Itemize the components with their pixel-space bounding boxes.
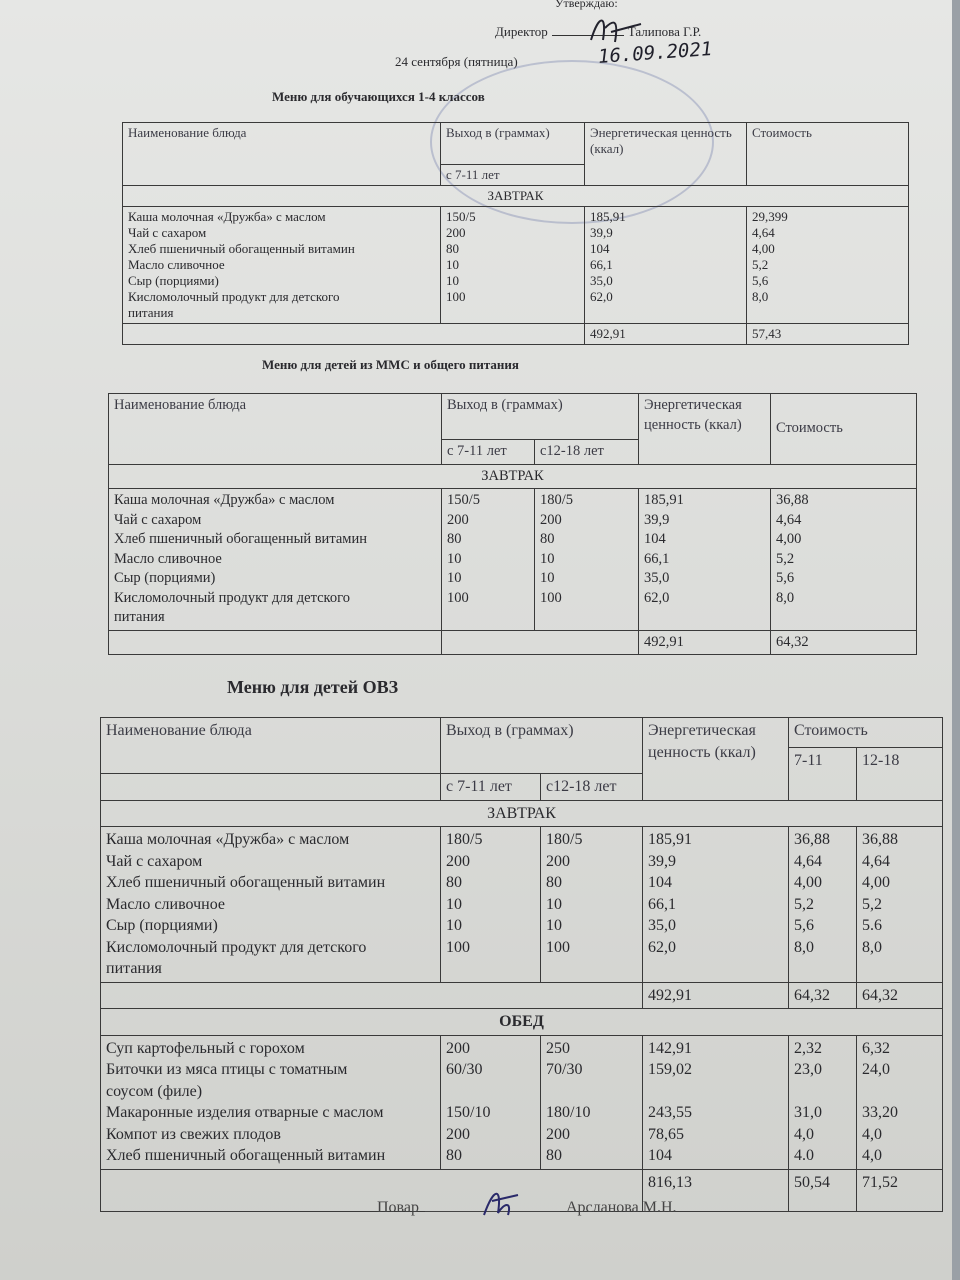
energy-value: 104 — [648, 1147, 673, 1164]
energy-value: 104 — [648, 874, 673, 891]
energy-value: 39,9 — [590, 225, 613, 240]
energy-value: 104 — [644, 531, 666, 547]
yield-value: 180/5 — [540, 492, 574, 508]
cost-value: 6,32 — [862, 1039, 891, 1057]
section-breakfast: ЗАВТРАК — [109, 464, 917, 489]
dish-name: Масло сливочное — [106, 895, 225, 913]
total-cost-7-11: 50,54 — [789, 1169, 857, 1211]
col-name-header: Наименование блюда — [101, 718, 441, 774]
name-header-blank — [101, 774, 441, 801]
col-cost-7-11: 7-11 — [789, 748, 857, 801]
yield-value: 150/10 — [446, 1104, 491, 1121]
yield-value: 150/5 — [447, 492, 481, 508]
cost-value: 8,0 — [776, 589, 795, 606]
menu2-table — [108, 393, 917, 655]
yield-value: 100 — [540, 589, 562, 606]
total-blank — [101, 982, 643, 1009]
cost-7-11-cell — [789, 827, 857, 983]
yield-value: 80 — [540, 531, 555, 547]
dish-name: Каша молочная «Дружба» с маслом — [114, 492, 335, 508]
yield-value: 200 — [447, 511, 469, 528]
total-blank — [442, 630, 639, 655]
total-blank — [123, 324, 585, 345]
yield-value: 10 — [447, 550, 462, 567]
energy-value: 35,0 — [590, 273, 613, 288]
yield-value: 200 — [446, 225, 466, 240]
energy-value: 66,1 — [590, 257, 613, 272]
cost-value: 4,64 — [862, 852, 891, 870]
energy-value: 62,0 — [590, 289, 613, 304]
energy-value: 104 — [590, 241, 610, 256]
total-energy: 492,91 — [643, 982, 789, 1009]
dish-name: Кисломолочный продукт для детского — [114, 589, 350, 606]
yield-value: 200 — [446, 1125, 470, 1143]
yield-value: 10 — [546, 895, 562, 913]
cook-label: Повар — [377, 1199, 419, 1216]
dish-name: Компот из свежих плодов — [106, 1125, 281, 1143]
cost-value — [862, 1081, 937, 1103]
yield-value: 80 — [447, 531, 462, 547]
yield-value: 10 — [546, 917, 562, 934]
col-energy-header: Энергетическая ценность (ккал) — [639, 394, 771, 465]
yield-value: 80 — [446, 1147, 462, 1164]
yield-value: 200 — [540, 511, 562, 528]
yield-value: 80 — [546, 874, 562, 891]
energy-value: 243,55 — [648, 1104, 693, 1121]
energy-value: 62,0 — [648, 938, 677, 956]
dish-name: Суп картофельный с горохом — [106, 1039, 305, 1057]
col-yield-header: Выход в (граммах) — [441, 123, 585, 165]
energy-cell — [643, 827, 789, 983]
menu-date: 24 сентября (пятница) — [395, 54, 518, 69]
yield-value: 10 — [446, 917, 462, 934]
yield-12-18-cell — [541, 1035, 643, 1169]
menu1-title: Меню для обучающихся 1-4 классов — [272, 89, 485, 104]
yield-value: 200 — [546, 852, 570, 870]
yield-cell — [441, 207, 585, 324]
cost-value: 4,0 — [794, 1125, 815, 1143]
energy-value: 78,65 — [648, 1125, 685, 1143]
cost-cell — [747, 207, 909, 324]
dish-name: Каша молочная «Дружба» с маслом — [106, 831, 350, 848]
col-yield-header: Выход в (граммах) — [441, 718, 643, 774]
cost-12-18-cell — [857, 827, 943, 983]
dish-name: питания — [106, 960, 162, 977]
dish-name: Хлеб пшеничный обогащенный витамин — [106, 874, 386, 891]
total-energy: 492,91 — [639, 630, 771, 655]
energy-cell — [643, 1035, 789, 1169]
total-cost: 64,32 — [771, 630, 917, 655]
energy-value: 66,1 — [644, 550, 670, 567]
cost-value: 8,0 — [752, 289, 769, 304]
cost-12-18-cell — [857, 1035, 943, 1169]
total-cost-7-11: 64,32 — [789, 982, 857, 1009]
energy-cell — [585, 207, 747, 324]
dish-name: Хлеб пшеничный обогащенный витамин — [114, 531, 367, 547]
energy-value: 142,91 — [648, 1039, 693, 1057]
dish-name: Каша молочная «Дружба» с маслом — [128, 209, 326, 224]
cook-name: Арсланова М.Н. — [566, 1199, 677, 1216]
col-energy-header: Энергетическая ценность (ккал) — [585, 123, 747, 186]
yield-value: 10 — [540, 570, 555, 586]
yield-value: 180/5 — [546, 831, 583, 848]
col-energy-header: Энергетическая ценность (ккал) — [643, 718, 789, 801]
yield-value: 60/30 — [446, 1061, 483, 1078]
col-name-header: Наименование блюда — [109, 394, 442, 465]
section-lunch: ОБЕД — [101, 1009, 943, 1036]
dish-name: Сыр (порциями) — [128, 273, 219, 288]
dish-name: соусом (филе) — [106, 1082, 203, 1100]
energy-value: 35,0 — [648, 917, 677, 934]
dish-names-cell — [123, 207, 441, 324]
cost-value: 5,6 — [752, 273, 769, 288]
cost-value: 5.6 — [862, 917, 883, 934]
yield-value: 180/10 — [546, 1104, 591, 1121]
yield-value: 200 — [446, 1039, 470, 1057]
energy-value: 39,9 — [644, 511, 670, 528]
menu3-table — [100, 717, 943, 1212]
energy-value: 159,02 — [648, 1061, 693, 1078]
cost-value: 24,0 — [862, 1061, 891, 1078]
yield-12-18-cell — [541, 827, 643, 983]
yield-7-11-cell — [441, 827, 541, 983]
col-cost-header: Стоимость — [771, 394, 917, 465]
dish-name: питания — [128, 305, 174, 320]
dish-names-cell — [109, 489, 442, 631]
cost-value: 4,64 — [794, 852, 823, 870]
cost-value: 4,64 — [776, 511, 802, 528]
col-age-7-11: с 7-11 лет — [441, 165, 585, 186]
yield-value: 100 — [546, 938, 570, 956]
cost-value: 4,00 — [862, 874, 891, 891]
cost-value: 8,0 — [794, 938, 815, 956]
dish-name: Кисломолочный продукт для детского — [128, 289, 340, 304]
energy-value: 39,9 — [648, 852, 677, 870]
cost-value: 33,20 — [862, 1104, 899, 1121]
cost-value: 36,88 — [794, 831, 831, 848]
dish-names-cell — [101, 827, 441, 983]
cost-value: 4,00 — [752, 241, 775, 256]
cost-value: 5,6 — [776, 570, 795, 586]
director-name: Талипова Г.Р. — [627, 24, 702, 39]
yield-value: 100 — [447, 589, 469, 606]
energy-value: 62,0 — [644, 589, 670, 606]
cost-value: 36,88 — [862, 831, 899, 848]
yield-12-18-cell — [535, 489, 639, 631]
cost-cell — [771, 489, 917, 631]
cost-7-11-cell — [789, 1035, 857, 1169]
yield-value: 80 — [446, 874, 462, 891]
dish-name: Кисломолочный продукт для детского — [106, 938, 367, 956]
col-cost-header: Стоимость — [789, 718, 943, 748]
dish-name: Сыр (порциями) — [106, 917, 218, 934]
total-blank — [109, 630, 442, 655]
dish-name: питания — [114, 609, 165, 625]
dish-name: Чай с сахаром — [106, 852, 203, 870]
cost-value: 4,00 — [776, 531, 802, 547]
cost-value: 4,00 — [794, 874, 823, 891]
energy-value: 185,91 — [644, 492, 684, 508]
total-energy: 492,91 — [585, 324, 747, 345]
yield-value: 250 — [546, 1039, 570, 1057]
cost-value: 29,399 — [752, 209, 788, 224]
cost-value: 4.0 — [794, 1147, 815, 1164]
cost-value: 4,64 — [752, 225, 775, 240]
cost-value: 5,6 — [794, 917, 815, 934]
yield-value: 180/5 — [446, 831, 483, 848]
yield-value: 10 — [446, 257, 459, 272]
section-breakfast: ЗАВТРАК — [101, 800, 943, 827]
cost-value: 5,2 — [794, 895, 815, 913]
menu2-title: Меню для детей из ММС и общего питания — [262, 357, 519, 372]
cost-value: 5,2 — [752, 257, 769, 272]
energy-value: 66,1 — [648, 895, 677, 913]
dish-name: Хлеб пшеничный обогащенный витамин — [106, 1147, 386, 1164]
section-breakfast: ЗАВТРАК — [123, 186, 909, 207]
yield-value: 200 — [546, 1125, 570, 1143]
cost-value: 31,0 — [794, 1104, 823, 1121]
energy-value: 35,0 — [644, 570, 670, 586]
dish-name: Чай с сахаром — [114, 511, 202, 528]
col-yield-header: Выход в (граммах) — [442, 394, 639, 440]
cost-value: 4,0 — [862, 1125, 883, 1143]
dish-names-cell — [101, 1035, 441, 1169]
yield-value: 150/5 — [446, 209, 476, 224]
energy-value — [648, 1081, 783, 1103]
col-age-7-11: с 7-11 лет — [442, 440, 535, 465]
dish-name: Макаронные изделия отварные с маслом — [106, 1104, 384, 1121]
yield-value: 80 — [546, 1147, 562, 1164]
menu1-table — [122, 122, 909, 345]
col-cost-header: Стоимость — [747, 123, 909, 186]
energy-cell — [639, 489, 771, 631]
yield-value — [546, 1081, 637, 1103]
total-energy: 816,13 — [643, 1169, 789, 1211]
yield-7-11-cell — [442, 489, 535, 631]
approve-label: Утверждаю: — [555, 0, 618, 10]
cook-signature — [478, 1185, 528, 1221]
col-cost-12-18: 12-18 — [857, 748, 943, 801]
yield-value — [446, 1081, 535, 1103]
dish-name: Сыр (порциями) — [114, 570, 216, 586]
yield-value: 10 — [540, 550, 555, 567]
cost-value: 5,2 — [862, 895, 883, 913]
cost-value — [794, 1081, 851, 1103]
yield-7-11-cell — [441, 1035, 541, 1169]
energy-value: 185,91 — [648, 831, 693, 848]
energy-value: 185,91 — [590, 209, 626, 224]
total-cost: 57,43 — [747, 324, 909, 345]
yield-value: 10 — [446, 895, 462, 913]
dish-name: Хлеб пшеничный обогащенный витамин — [128, 241, 355, 256]
yield-value: 10 — [446, 273, 459, 288]
yield-value: 80 — [446, 241, 459, 256]
cost-value: 2,32 — [794, 1039, 823, 1057]
cost-value: 5,2 — [776, 550, 795, 567]
cost-value: 36,88 — [776, 492, 809, 508]
menu3-title: Меню для детей ОВЗ — [227, 677, 399, 697]
signature-date: 16.09.2021 — [597, 38, 714, 68]
yield-value: 100 — [446, 938, 470, 956]
yield-value: 200 — [446, 852, 470, 870]
dish-name: Масло сливочное — [128, 257, 225, 272]
total-cost-12-18: 64,32 — [857, 982, 943, 1009]
cost-value: 8,0 — [862, 938, 883, 956]
yield-value: 10 — [447, 570, 462, 586]
total-cost-12-18: 71,52 — [857, 1169, 943, 1211]
col-age-12-18: с12-18 лет — [535, 440, 639, 465]
dish-name: Масло сливочное — [114, 550, 222, 567]
col-age-12-18: с12-18 лет — [541, 774, 643, 801]
yield-value: 70/30 — [546, 1061, 583, 1078]
cost-value: 4,0 — [862, 1147, 883, 1164]
dish-name: Чай с сахаром — [128, 225, 207, 240]
yield-value: 100 — [446, 289, 466, 304]
director-label: Директор — [495, 24, 548, 39]
cost-value: 23,0 — [794, 1061, 823, 1078]
col-age-7-11: с 7-11 лет — [441, 774, 541, 801]
dish-name: Биточки из мяса птицы с томатным — [106, 1061, 348, 1078]
col-name-header: Наименование блюда — [123, 123, 441, 186]
